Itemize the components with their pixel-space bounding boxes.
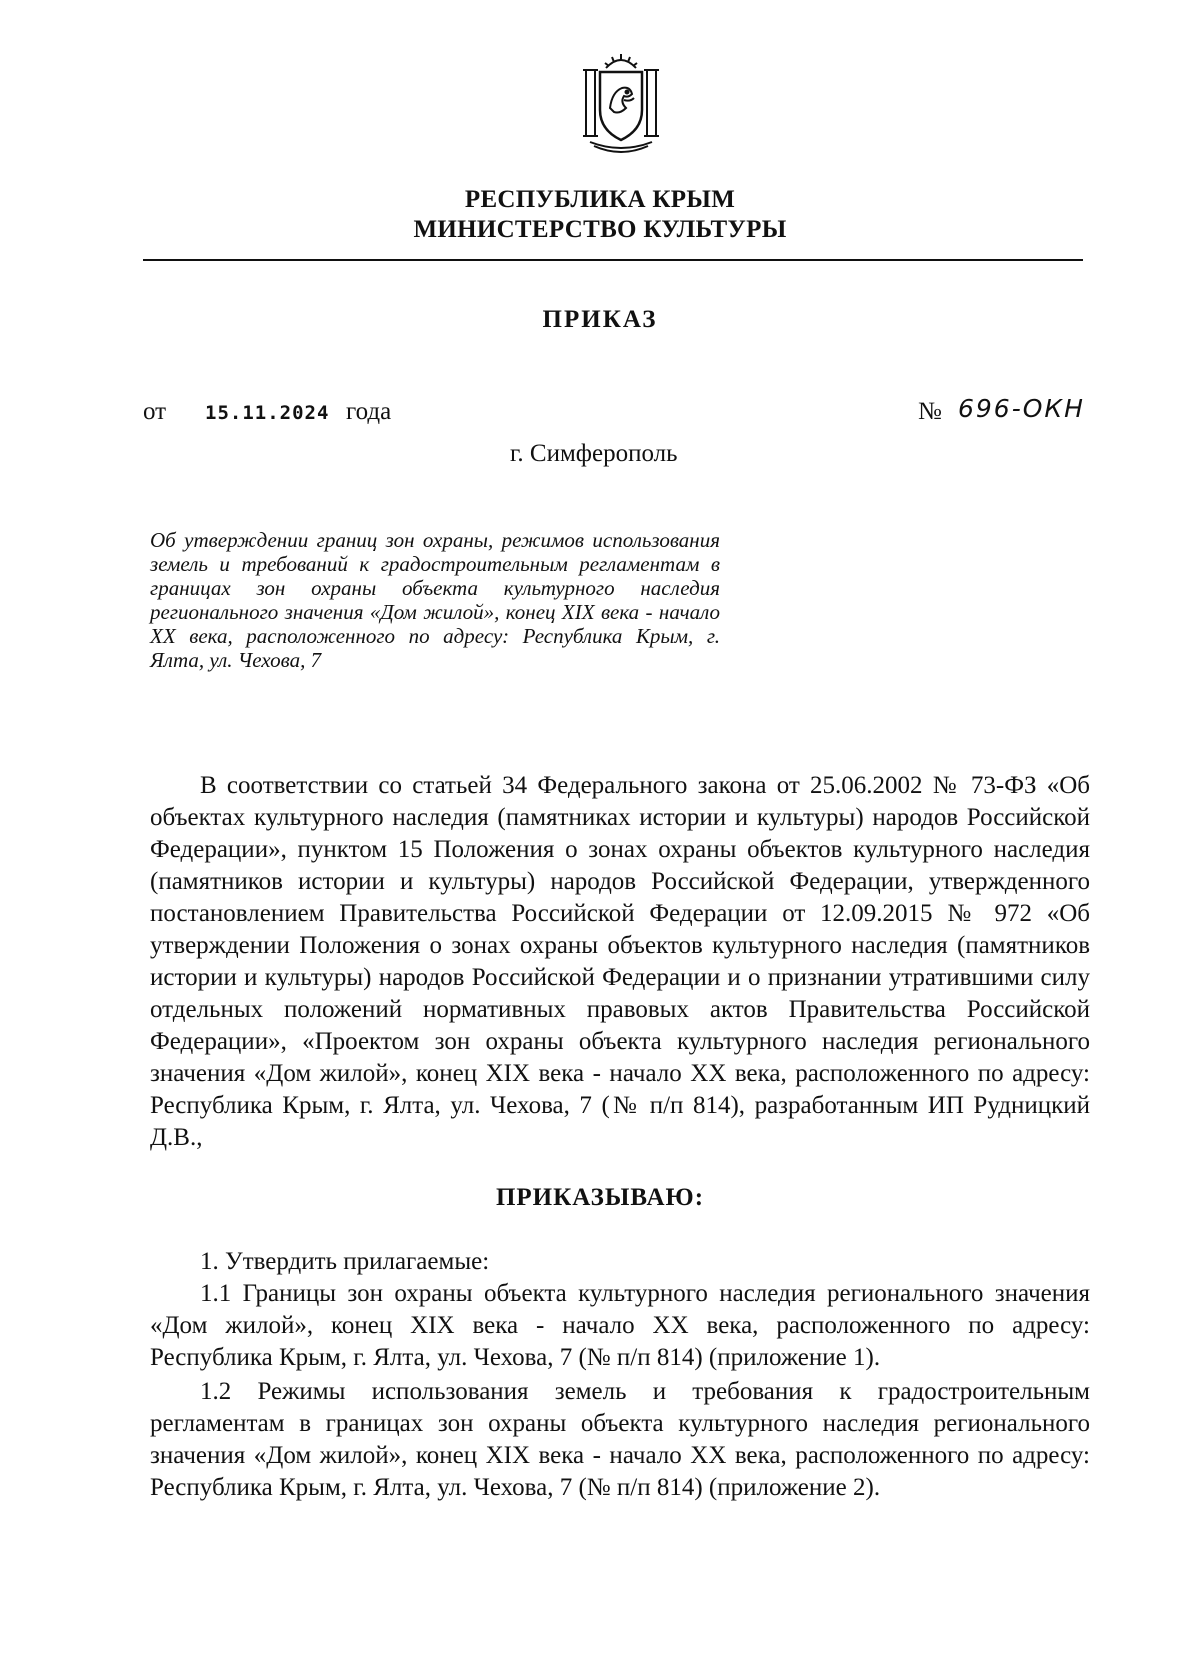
republic-heading: РЕСПУБЛИКА КРЫМ: [464, 186, 736, 213]
item-1: 1. Утвердить прилагаемые:: [200, 1248, 490, 1275]
decree-heading: ПРИКАЗЫВАЮ:: [495, 1184, 705, 1211]
date-year-word: года: [346, 398, 392, 425]
date-stamp: 15.11.2024: [205, 402, 330, 424]
item-1-2: 1.2 Режимы использования земель и требования к градостроительным регламентам в границах зон охраны объекта культурного наследия регионального значения «Дом жилой», конец XIX века - начало XX века, расположенного по адресу: Республика Крым, г. Ялта, ул. Чехова, 7 (№ п/п 814) (приложение 2).: [150, 1378, 1090, 1501]
order-title: ПРИКАЗ: [542, 306, 658, 333]
order-number-label: №: [918, 398, 942, 425]
order-subject: Об утверждении границ зон охраны, режимов использования земель и требований к градостроительным регламентам в границах зон охраны объекта культурного наследия регионального значения «Дом жилой», конец XIX века - начало XX века, расположенного по адресу: Республика Крым, г. Ялта, ул. Чехова, 7: [150, 528, 720, 672]
date-from-label: от: [143, 398, 167, 425]
item-1-1: 1.1 Границы зон охраны объекта культурного наследия регионального значения «Дом жилой», конец XIX века - начало XX века, расположенного по адресу: Республика Крым, г. Ялта, ул. Чехова, 7 (№ п/п 814) (приложение 1).: [150, 1280, 1090, 1371]
preamble-paragraph: В соответствии со статьей 34 Федерального закона от 25.06.2002 № 73-ФЗ «Об объектах культурного наследия (памятниках истории и культуры) народов Российской Федерации», пунктом 15 Положения о зонах охраны объектов культурного наследия (памятников истории и культуры) народов Российской Федерации, утвержденного постановлением Правительства Российской Федерации от 12.09.2015 № 972 «Об утверждении Положения о зонах охраны объектов культурного наследия (памятников истории и культуры) народов Российской Федерации и о признании утратившими силу отдельных положений нормативных правовых актов Правительства Российской Федерации», «Проектом зон охраны объекта культурного наследия регионального значения «Дом жилой», конец XIX века - начало XX века, расположенного по адресу: Республика Крым, г. Ялта, ул. Чехова, 7 (№ п/п 814), разработанным ИП Рудницкий Д.В.,: [150, 772, 1090, 1151]
ministry-heading: МИНИСТЕРСТВО КУЛЬТУРЫ: [413, 216, 787, 243]
city-line: г. Симферополь: [510, 440, 678, 467]
coat-of-arms-emblem: [580, 48, 662, 156]
order-number-handwritten: 696-ОКН: [958, 394, 1085, 423]
header-divider: [143, 259, 1083, 261]
